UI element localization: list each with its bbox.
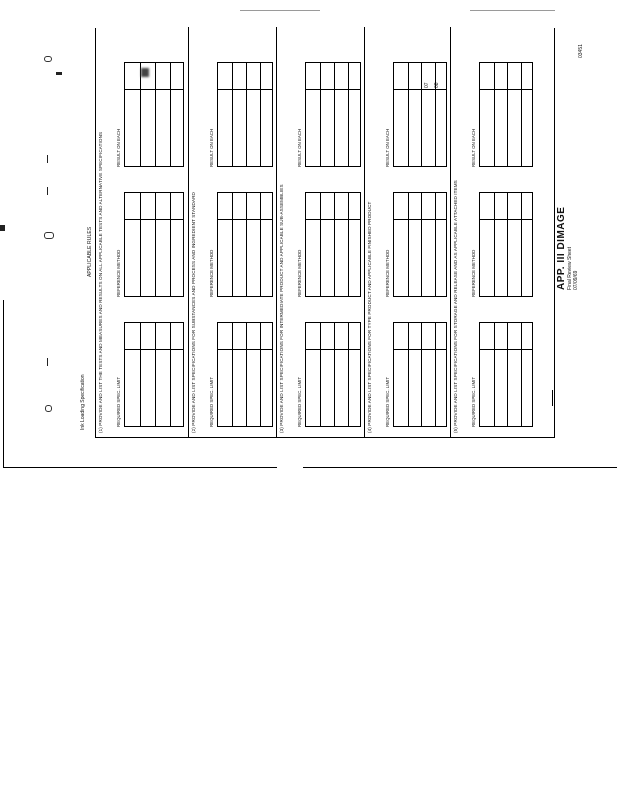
- grid-line: [155, 63, 156, 166]
- cell-label: REFERENCE METHOD: [209, 249, 214, 297]
- grid-line: [246, 63, 247, 166]
- grid-line: [125, 89, 183, 90]
- grid-line: [421, 63, 422, 166]
- entry-grid: [124, 192, 184, 297]
- grid-line: [334, 193, 335, 296]
- margin-mark: [47, 187, 48, 195]
- entry-grid: [124, 62, 184, 167]
- grid-line: [260, 323, 261, 426]
- cell-reference-method: [385, 192, 447, 297]
- grid-line: [521, 63, 522, 166]
- grid-line: [170, 63, 171, 166]
- form-section: [450, 27, 554, 437]
- entry-grid: [305, 322, 361, 427]
- grid-line: [246, 193, 247, 296]
- margin-mark: [0, 225, 5, 231]
- grid-line: [170, 323, 171, 426]
- grid-line: [507, 193, 508, 296]
- grid-line: [155, 323, 156, 426]
- cell-label: RESULT ON EACH: [116, 128, 121, 167]
- cell-reference-method: [471, 192, 533, 297]
- grid-line: [306, 219, 360, 220]
- page-code: 03451: [578, 44, 584, 58]
- scan-edge-bottom-right: [303, 467, 617, 468]
- cell-result: [116, 62, 184, 167]
- grid-line: [125, 349, 183, 350]
- applicable-rules-header: APPLICABLE RULES: [87, 226, 93, 277]
- margin-mark: [56, 72, 62, 75]
- grid-line: [320, 193, 321, 296]
- title-block: [556, 207, 579, 290]
- cell-result: [209, 62, 273, 167]
- entry-grid: [479, 322, 533, 427]
- grid-line: [348, 63, 349, 166]
- cell-required-spec: [385, 322, 447, 427]
- box-mark-a: 07: [424, 82, 430, 88]
- cell-reference-method: [116, 192, 184, 297]
- grid-line: [507, 63, 508, 166]
- document-title: APP. III DIMAGE: [556, 206, 567, 290]
- grid-line: [348, 193, 349, 296]
- cell-label: REQUIRED SPEC. LIMIT: [209, 376, 214, 427]
- grid-line: [421, 193, 422, 296]
- margin-mark: [45, 405, 52, 412]
- grid-line: [260, 193, 261, 296]
- grid-line: [140, 323, 141, 426]
- cell-label: REQUIRED SPEC. LIMIT: [471, 376, 476, 427]
- cell-reference-method: [297, 192, 361, 297]
- grid-line: [140, 193, 141, 296]
- scan-edge-bottom-left: [3, 467, 277, 468]
- cell-required-spec: [297, 322, 361, 427]
- margin-mark: [44, 56, 52, 62]
- cell-result: [471, 62, 533, 167]
- cell-label: REFERENCE METHOD: [116, 249, 121, 297]
- grid-line: [140, 63, 141, 166]
- section-heading: (3) PROVIDE AND LIST SPECIFICATIONS FOR INTERMEDIATE PRODUCT AND APPLICABLE SUB-ASSEMBLIES: [279, 184, 284, 433]
- grid-line: [408, 323, 409, 426]
- form-section: [188, 27, 276, 437]
- grid-line: [232, 323, 233, 426]
- grid-line: [521, 323, 522, 426]
- grid-line: [494, 193, 495, 296]
- grid-line: [218, 219, 272, 220]
- scan-blot: [141, 68, 149, 77]
- section-heading: (2) PROVIDE AND LIST SPECIFICATIONS FOR SUBSTANCES AND PROCESS AND INGREDIENT STANDARD: [191, 192, 196, 433]
- entry-grid: [479, 62, 533, 167]
- grid-line: [334, 63, 335, 166]
- entry-grid: [305, 62, 361, 167]
- grid-line: [170, 193, 171, 296]
- cell-required-spec: [116, 322, 184, 427]
- grid-line: [320, 63, 321, 166]
- cell-label: REQUIRED SPEC. LIMIT: [116, 376, 121, 427]
- entry-grid: [217, 192, 273, 297]
- section-heading: (4) PROVIDE AND LIST SPECIFICATIONS FOR TYPE PRODUCT AND APPLICABLE FINISHED PRODUCT: [367, 201, 372, 433]
- grid-line: [218, 349, 272, 350]
- grid-line: [507, 323, 508, 426]
- grid-line: [348, 323, 349, 426]
- header-mark-right: [470, 10, 555, 11]
- grid-line: [155, 193, 156, 296]
- cell-label: RESULT ON EACH: [471, 128, 476, 167]
- grid-line: [408, 193, 409, 296]
- cell-label: REQUIRED SPEC. LIMIT: [297, 376, 302, 427]
- grid-line: [306, 349, 360, 350]
- grid-line: [334, 323, 335, 426]
- header-mark-left: [240, 10, 320, 11]
- document-subtitle: Final Review Sheet: [567, 246, 573, 290]
- grid-line: [246, 323, 247, 426]
- entry-grid: [217, 62, 273, 167]
- entry-grid: [479, 192, 533, 297]
- grid-line: [435, 193, 436, 296]
- grid-line: [394, 89, 446, 90]
- grid-line: [218, 89, 272, 90]
- grid-line: [480, 349, 532, 350]
- document-code: 07/09/69: [573, 270, 579, 290]
- cell-required-spec: [209, 322, 273, 427]
- grid-line: [408, 63, 409, 166]
- cell-label: REFERENCE METHOD: [297, 249, 302, 297]
- entry-grid: [393, 62, 447, 167]
- margin-mark: [47, 358, 48, 366]
- scan-edge-left: [3, 300, 4, 468]
- cell-label: REFERENCE METHOD: [471, 249, 476, 297]
- grid-line: [494, 323, 495, 426]
- cell-label: RESULT ON EACH: [209, 128, 214, 167]
- cell-label: RESULT ON EACH: [385, 128, 390, 167]
- footer-left-label: Ink Loading Specification: [80, 374, 86, 430]
- grid-line: [260, 63, 261, 166]
- cell-result: [297, 62, 361, 167]
- grid-line: [232, 193, 233, 296]
- grid-line: [320, 323, 321, 426]
- form-sheet: [87, 28, 555, 438]
- entry-grid: [393, 322, 447, 427]
- cell-result: [385, 62, 447, 167]
- box-mark-b: 08: [434, 82, 440, 88]
- grid-line: [435, 323, 436, 426]
- grid-line: [494, 63, 495, 166]
- grid-line: [394, 219, 446, 220]
- grid-line: [232, 63, 233, 166]
- cell-required-spec: [471, 322, 533, 427]
- section-heading: (1) PROVIDE AND LIST THE TESTS AND MEASURES AND RESULTS ON ALL APPLICABLE TESTS AND ALTERNATIVE SPECIFICATIONS: [98, 131, 103, 433]
- grid-line: [306, 89, 360, 90]
- grid-line: [521, 193, 522, 296]
- entry-grid: [217, 322, 273, 427]
- form-section: [276, 27, 364, 437]
- grid-line: [435, 63, 436, 166]
- entry-grid: [124, 322, 184, 427]
- cell-reference-method: [209, 192, 273, 297]
- cell-label: REQUIRED SPEC. LIMIT: [385, 376, 390, 427]
- grid-line: [125, 219, 183, 220]
- section-heading: (5) PROVIDE AND LIST SPECIFICATIONS FOR STORAGE AND RELEASE AND AS APPLICABLE ATTACHED ITEMS: [453, 180, 458, 433]
- form-section: [364, 27, 450, 437]
- grid-line: [421, 323, 422, 426]
- entry-grid: [393, 192, 447, 297]
- grid-line: [394, 349, 446, 350]
- entry-grid: [305, 192, 361, 297]
- cell-label: REFERENCE METHOD: [385, 249, 390, 297]
- margin-mark: [44, 232, 54, 239]
- form-section: [96, 27, 188, 437]
- cell-label: RESULT ON EACH: [297, 128, 302, 167]
- grid-line: [480, 89, 532, 90]
- grid-line: [480, 219, 532, 220]
- margin-mark: [47, 155, 48, 163]
